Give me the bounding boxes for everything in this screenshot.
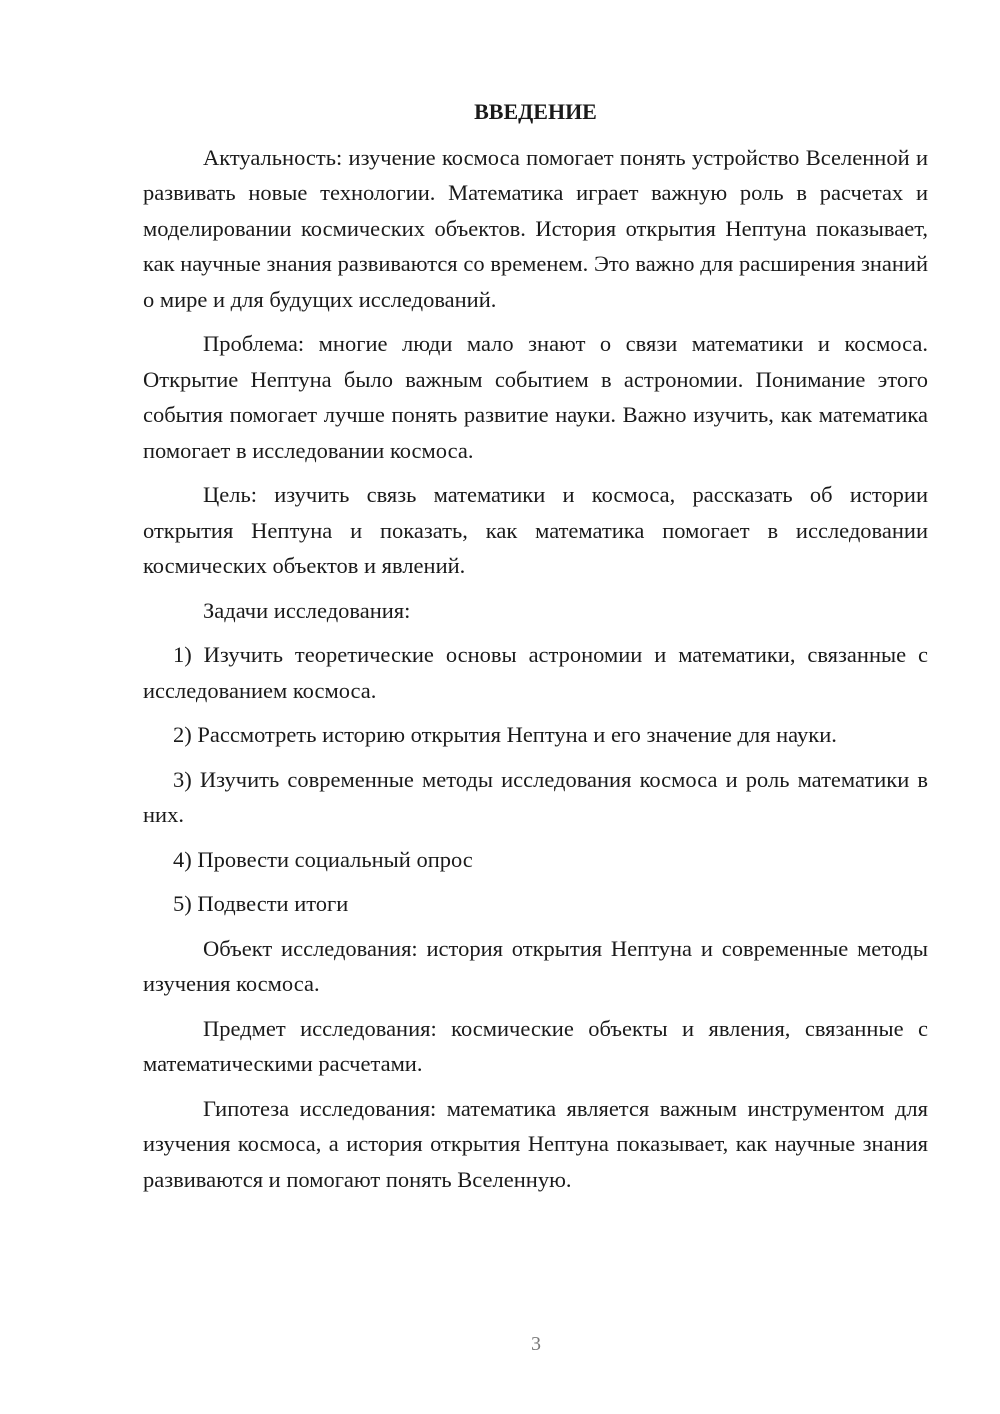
task-item-5: 5) Подвести итоги [173,891,349,916]
task-item-1: 1) Изучить теоретические основы астрономии и математики, связанные с исследованием космоса. [143,642,928,703]
hypothesis-paragraph: Гипотеза исследования: математика является важным инструментом для изучения космоса, а история открытия Нептуна показывает, как научные знания развиваются и помогают понять Вселенную. [143,1095,928,1192]
task-item-2: 2) Рассмотреть историю открытия Нептуна и его значение для науки. [173,722,837,747]
problem-paragraph: Проблема: многие люди мало знают о связи математики и космоса. Открытие Нептуна было важным событием в астрономии. Понимание этого события помогает лучше понять развитие науки. Важно изучить, как математика помогает в исследовании космоса. [143,331,928,463]
object-paragraph: Объект исследования: история открытия Нептуна и современные методы изучения космоса. [143,935,928,996]
tasks-title: Задачи исследования: [203,597,411,623]
task-item-4: 4) Провести социальный опрос [173,846,473,872]
goal-paragraph: Цель: изучить связь математики и космоса, рассказать об истории открытия Нептуна и показать, как математика помогает в исследовании космических объектов и явлений. [143,482,928,578]
page-number: 3 [531,1333,541,1355]
subject-paragraph: Предмет исследования: космические объекты и явления, связанные с математическими расчетами. [143,1015,928,1076]
relevance-paragraph: Актуальность: изучение космоса помогает понять устройство Вселенной и развивать новые технологии. Математика играет важную роль в расчетах и моделировании космических объектов. История открытия Нептуна показывает, как научные знания развиваются со временем. Это важно для расширения знаний о мире и для будущих исследований. [143,144,928,312]
page-body [143,94,928,1206]
section-heading: ВВЕДЕНИЕ [474,99,597,124]
task-item-3: 3) Изучить современные методы исследования космоса и роль математики в них. [143,766,928,827]
